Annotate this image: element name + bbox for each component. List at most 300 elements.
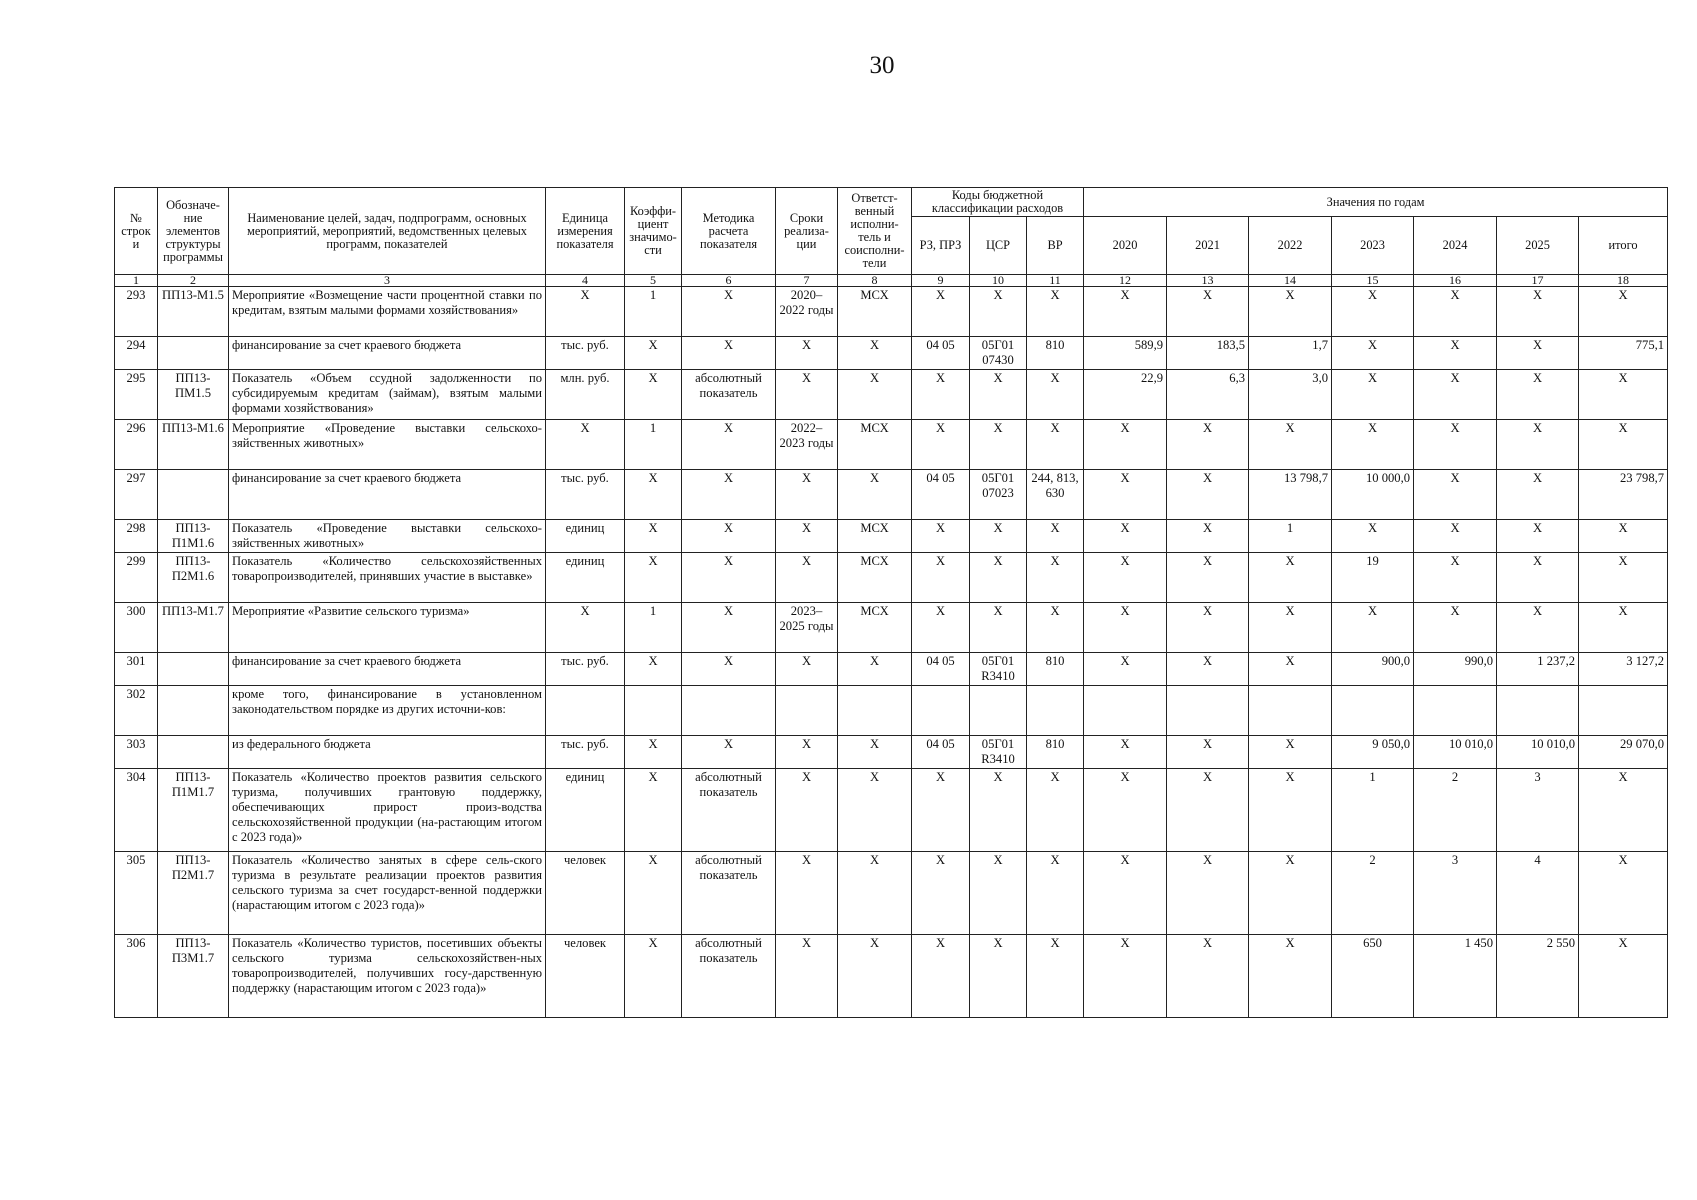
row-name: из федерального бюджета [229, 736, 546, 769]
coefficient-cell: Х [625, 520, 682, 553]
rz-cell: Х [912, 370, 970, 420]
row-number: 297 [115, 470, 158, 520]
total-cell: Х [1579, 769, 1668, 852]
value-cell: Х [1414, 420, 1497, 470]
value-cell: Х [1249, 287, 1332, 337]
total-cell: 3 127,2 [1579, 653, 1668, 686]
rz-cell: 04 05 [912, 736, 970, 769]
csr-cell: 05Г01 R3410 [970, 653, 1027, 686]
table-row [115, 337, 1668, 370]
header-total: итого [1579, 217, 1668, 275]
value-cell: Х [1249, 420, 1332, 470]
row-number: 293 [115, 287, 158, 337]
value-cell: Х [1249, 852, 1332, 935]
value-cell: Х [1167, 287, 1249, 337]
vr-cell: Х [1027, 935, 1084, 1018]
structure-code [158, 337, 229, 370]
unit-cell: тыс. руб. [546, 337, 625, 370]
csr-cell: Х [970, 935, 1027, 1018]
value-cell [1084, 686, 1167, 736]
value-cell [1414, 686, 1497, 736]
value-cell: Х [1414, 603, 1497, 653]
row-number: 302 [115, 686, 158, 736]
structure-code: ПП13-П1М1.6 [158, 520, 229, 553]
responsible-cell: Х [838, 935, 912, 1018]
header-responsible: Ответст-венный исполни-тель и соисполни-тели [838, 188, 912, 275]
value-cell: Х [1249, 553, 1332, 603]
header-year: 2025 [1497, 217, 1579, 275]
term-cell: Х [776, 337, 838, 370]
responsible-cell: Х [838, 653, 912, 686]
rz-cell: Х [912, 852, 970, 935]
table-row [115, 935, 1668, 1018]
structure-code [158, 470, 229, 520]
term-cell: Х [776, 520, 838, 553]
value-cell: Х [1332, 520, 1414, 553]
rz-cell: 04 05 [912, 470, 970, 520]
vr-cell: Х [1027, 603, 1084, 653]
value-cell: 10 010,0 [1497, 736, 1579, 769]
term-cell: Х [776, 370, 838, 420]
value-cell: Х [1084, 653, 1167, 686]
vr-cell [1027, 686, 1084, 736]
row-number: 300 [115, 603, 158, 653]
value-cell: Х [1167, 470, 1249, 520]
responsible-cell: МСХ [838, 553, 912, 603]
value-cell [1167, 686, 1249, 736]
csr-cell: Х [970, 553, 1027, 603]
responsible-cell: МСХ [838, 603, 912, 653]
header-row-number: № строки [115, 188, 158, 275]
term-cell: Х [776, 935, 838, 1018]
value-cell: Х [1414, 370, 1497, 420]
term-cell: 2023–2025 годы [776, 603, 838, 653]
responsible-cell: Х [838, 370, 912, 420]
term-cell: Х [776, 653, 838, 686]
header-method: Методика расчета показателя [682, 188, 776, 275]
value-cell: Х [1332, 370, 1414, 420]
value-cell: 990,0 [1414, 653, 1497, 686]
value-cell: 2 [1332, 852, 1414, 935]
term-cell: Х [776, 553, 838, 603]
coefficient-cell: Х [625, 470, 682, 520]
rz-cell: Х [912, 520, 970, 553]
column-index: 18 [1579, 275, 1668, 287]
unit-cell: млн. руб. [546, 370, 625, 420]
vr-cell: Х [1027, 420, 1084, 470]
value-cell: Х [1084, 287, 1167, 337]
method-cell: Х [682, 337, 776, 370]
table-row [115, 520, 1668, 553]
method-cell: абсолютный показатель [682, 935, 776, 1018]
coefficient-cell: 1 [625, 287, 682, 337]
value-cell: 13 798,7 [1249, 470, 1332, 520]
responsible-cell [838, 686, 912, 736]
value-cell: 3 [1414, 852, 1497, 935]
value-cell: Х [1084, 852, 1167, 935]
column-index: 6 [682, 275, 776, 287]
csr-cell: 05Г01 R3410 [970, 736, 1027, 769]
value-cell: Х [1497, 287, 1579, 337]
value-cell: Х [1249, 935, 1332, 1018]
column-index: 16 [1414, 275, 1497, 287]
value-cell: 1 237,2 [1497, 653, 1579, 686]
column-index: 1 [115, 275, 158, 287]
value-cell: 183,5 [1167, 337, 1249, 370]
value-cell: 19 [1332, 553, 1414, 603]
row-name: Мероприятие «Развитие сельского туризма» [229, 603, 546, 653]
vr-cell: Х [1027, 769, 1084, 852]
responsible-cell: МСХ [838, 287, 912, 337]
method-cell: абсолютный показатель [682, 370, 776, 420]
page-number: 30 [869, 52, 895, 79]
method-cell: абсолютный показатель [682, 769, 776, 852]
value-cell: 650 [1332, 935, 1414, 1018]
header-csr: ЦСР [970, 217, 1027, 275]
row-name: Показатель «Проведение выставки сельскохо-зяйственных животных» [229, 520, 546, 553]
header-year: 2024 [1414, 217, 1497, 275]
value-cell: 2 [1414, 769, 1497, 852]
value-cell: Х [1497, 553, 1579, 603]
total-cell: Х [1579, 520, 1668, 553]
value-cell: 2 550 [1497, 935, 1579, 1018]
value-cell: Х [1167, 935, 1249, 1018]
structure-code [158, 653, 229, 686]
structure-code: ПП13-М1.5 [158, 287, 229, 337]
structure-code: ПП13-М1.7 [158, 603, 229, 653]
value-cell: 10 000,0 [1332, 470, 1414, 520]
responsible-cell: Х [838, 852, 912, 935]
unit-cell: Х [546, 603, 625, 653]
value-cell: Х [1084, 603, 1167, 653]
vr-cell: Х [1027, 287, 1084, 337]
method-cell: Х [682, 520, 776, 553]
row-number: 305 [115, 852, 158, 935]
value-cell: Х [1414, 553, 1497, 603]
responsible-cell: Х [838, 769, 912, 852]
method-cell: Х [682, 420, 776, 470]
total-cell: Х [1579, 852, 1668, 935]
column-index: 14 [1249, 275, 1332, 287]
rz-cell: 04 05 [912, 337, 970, 370]
row-name: Мероприятие «Возмещение части процентной ставки по кредитам, взятым малыми формами хозяйствования» [229, 287, 546, 337]
value-cell: 1 450 [1414, 935, 1497, 1018]
coefficient-cell: Х [625, 736, 682, 769]
value-cell: 4 [1497, 852, 1579, 935]
value-cell: 9 050,0 [1332, 736, 1414, 769]
value-cell: Х [1414, 287, 1497, 337]
csr-cell: Х [970, 520, 1027, 553]
vr-cell: 810 [1027, 736, 1084, 769]
term-cell: Х [776, 470, 838, 520]
structure-code: ПП13-П1М1.7 [158, 769, 229, 852]
method-cell: Х [682, 553, 776, 603]
value-cell: 10 010,0 [1414, 736, 1497, 769]
csr-cell: Х [970, 769, 1027, 852]
row-number: 298 [115, 520, 158, 553]
coefficient-cell: Х [625, 769, 682, 852]
value-cell: Х [1249, 653, 1332, 686]
vr-cell: 810 [1027, 653, 1084, 686]
unit-cell [546, 686, 625, 736]
responsible-cell: МСХ [838, 520, 912, 553]
rz-cell: Х [912, 420, 970, 470]
row-number: 304 [115, 769, 158, 852]
method-cell: Х [682, 470, 776, 520]
row-name: Мероприятие «Проведение выставки сельскохо-зяйственных животных» [229, 420, 546, 470]
method-cell: Х [682, 653, 776, 686]
vr-cell: 244, 813, 630 [1027, 470, 1084, 520]
rz-cell [912, 686, 970, 736]
value-cell: 6,3 [1167, 370, 1249, 420]
value-cell: 1,7 [1249, 337, 1332, 370]
method-cell: Х [682, 287, 776, 337]
column-index: 10 [970, 275, 1027, 287]
value-cell: Х [1497, 603, 1579, 653]
value-cell: Х [1497, 370, 1579, 420]
value-cell: Х [1167, 769, 1249, 852]
value-cell: Х [1084, 420, 1167, 470]
value-cell: 3 [1497, 769, 1579, 852]
table-row [115, 769, 1668, 852]
table-row [115, 603, 1668, 653]
value-cell [1497, 686, 1579, 736]
value-cell: Х [1414, 337, 1497, 370]
column-index: 15 [1332, 275, 1414, 287]
term-cell: Х [776, 769, 838, 852]
value-cell: 900,0 [1332, 653, 1414, 686]
row-number: 299 [115, 553, 158, 603]
value-cell: Х [1167, 852, 1249, 935]
value-cell: Х [1414, 520, 1497, 553]
value-cell: Х [1497, 470, 1579, 520]
value-cell: Х [1497, 420, 1579, 470]
table-row [115, 686, 1668, 736]
column-index-row [115, 275, 1668, 287]
coefficient-cell: 1 [625, 603, 682, 653]
value-cell: Х [1249, 769, 1332, 852]
value-cell: 589,9 [1084, 337, 1167, 370]
value-cell: 22,9 [1084, 370, 1167, 420]
header-rz: РЗ, ПРЗ [912, 217, 970, 275]
vr-cell: Х [1027, 520, 1084, 553]
total-cell: Х [1579, 420, 1668, 470]
header-name: Наименование целей, задач, подпрограмм, основных мероприятий, мероприятий, ведомственных целевых программ, показателей [229, 188, 546, 275]
table-row [115, 370, 1668, 420]
row-name: Показатель «Количество сельскохозяйственных товаропроизводителей, принявших участие в выставке» [229, 553, 546, 603]
row-name: финансирование за счет краевого бюджета [229, 653, 546, 686]
term-cell: 2022–2023 годы [776, 420, 838, 470]
header-coefficient: Коэффи-циент значимо-сти [625, 188, 682, 275]
method-cell: Х [682, 736, 776, 769]
value-cell: Х [1332, 287, 1414, 337]
rz-cell: 04 05 [912, 653, 970, 686]
value-cell: 3,0 [1249, 370, 1332, 420]
row-name: финансирование за счет краевого бюджета [229, 470, 546, 520]
column-index: 5 [625, 275, 682, 287]
coefficient-cell: Х [625, 337, 682, 370]
header-year: 2020 [1084, 217, 1167, 275]
total-cell: 775,1 [1579, 337, 1668, 370]
column-index: 3 [229, 275, 546, 287]
vr-cell: Х [1027, 852, 1084, 935]
column-index: 4 [546, 275, 625, 287]
unit-cell: единиц [546, 520, 625, 553]
header-term: Сроки реализа-ции [776, 188, 838, 275]
header-unit: Единица измерения показателя [546, 188, 625, 275]
rz-cell: Х [912, 603, 970, 653]
table-row [115, 852, 1668, 935]
value-cell: 1 [1332, 769, 1414, 852]
rz-cell: Х [912, 935, 970, 1018]
method-cell: Х [682, 603, 776, 653]
value-cell [1332, 686, 1414, 736]
column-index: 11 [1027, 275, 1084, 287]
value-cell: Х [1332, 337, 1414, 370]
column-index: 12 [1084, 275, 1167, 287]
responsible-cell: МСХ [838, 420, 912, 470]
unit-cell: Х [546, 287, 625, 337]
total-cell: Х [1579, 553, 1668, 603]
responsible-cell: Х [838, 470, 912, 520]
column-index: 13 [1167, 275, 1249, 287]
header-structure-code: Обозначе-ние элементов структуры программы [158, 188, 229, 275]
table-row [115, 736, 1668, 769]
row-number: 301 [115, 653, 158, 686]
structure-code: ПП13-П2М1.7 [158, 852, 229, 935]
coefficient-cell: Х [625, 553, 682, 603]
vr-cell: Х [1027, 370, 1084, 420]
value-cell: Х [1497, 337, 1579, 370]
value-cell: Х [1084, 736, 1167, 769]
header-year: 2022 [1249, 217, 1332, 275]
value-cell: Х [1084, 470, 1167, 520]
row-name: Показатель «Объем ссудной задолженности по субсидируемым кредитам (займам), взятым малыми формами хозяйствования» [229, 370, 546, 420]
value-cell: Х [1167, 653, 1249, 686]
row-number: 296 [115, 420, 158, 470]
unit-cell: тыс. руб. [546, 470, 625, 520]
value-cell: Х [1497, 520, 1579, 553]
row-number: 295 [115, 370, 158, 420]
table-row [115, 287, 1668, 337]
total-cell: Х [1579, 603, 1668, 653]
method-cell: абсолютный показатель [682, 852, 776, 935]
total-cell: Х [1579, 935, 1668, 1018]
coefficient-cell [625, 686, 682, 736]
csr-cell: Х [970, 287, 1027, 337]
csr-cell: Х [970, 603, 1027, 653]
header-budget-codes: Коды бюджетной классификации расходов [912, 188, 1084, 217]
header-vr: ВР [1027, 217, 1084, 275]
table-row [115, 470, 1668, 520]
unit-cell: человек [546, 852, 625, 935]
csr-cell: 05Г01 07023 [970, 470, 1027, 520]
table-row [115, 420, 1668, 470]
coefficient-cell: Х [625, 370, 682, 420]
value-cell: Х [1084, 769, 1167, 852]
value-cell: Х [1249, 603, 1332, 653]
value-cell: Х [1084, 935, 1167, 1018]
unit-cell: Х [546, 420, 625, 470]
value-cell: Х [1332, 603, 1414, 653]
term-cell: 2020–2022 годы [776, 287, 838, 337]
column-index: 9 [912, 275, 970, 287]
structure-code: ПП13-М1.6 [158, 420, 229, 470]
rz-cell: Х [912, 287, 970, 337]
unit-cell: тыс. руб. [546, 653, 625, 686]
structure-code: ПП13-П3М1.7 [158, 935, 229, 1018]
row-number: 294 [115, 337, 158, 370]
row-name: Показатель «Количество туристов, посетивших объекты сельского туризма сельскохозяйствен-ных товаропроизводителей, получивших госу-дарственную поддержку (нарастающим итогом с 2023 года)» [229, 935, 546, 1018]
total-cell: 23 798,7 [1579, 470, 1668, 520]
csr-cell: Х [970, 852, 1027, 935]
column-index: 17 [1497, 275, 1579, 287]
header-year: 2023 [1332, 217, 1414, 275]
term-cell: Х [776, 736, 838, 769]
total-cell: Х [1579, 370, 1668, 420]
value-cell: Х [1249, 736, 1332, 769]
table-row [115, 553, 1668, 603]
csr-cell: 05Г01 07430 [970, 337, 1027, 370]
unit-cell: тыс. руб. [546, 736, 625, 769]
row-number: 303 [115, 736, 158, 769]
row-name: кроме того, финансирование в установленном законодательством порядке из других источни-ков: [229, 686, 546, 736]
unit-cell: человек [546, 935, 625, 1018]
structure-code [158, 686, 229, 736]
value-cell: Х [1167, 736, 1249, 769]
column-index: 8 [838, 275, 912, 287]
coefficient-cell: 1 [625, 420, 682, 470]
column-index: 2 [158, 275, 229, 287]
csr-cell: Х [970, 420, 1027, 470]
value-cell: Х [1084, 520, 1167, 553]
term-cell [776, 686, 838, 736]
structure-code: ПП13-П2М1.6 [158, 553, 229, 603]
vr-cell: Х [1027, 553, 1084, 603]
rz-cell: Х [912, 769, 970, 852]
value-cell: 1 [1249, 520, 1332, 553]
value-cell: Х [1167, 420, 1249, 470]
value-cell [1249, 686, 1332, 736]
responsible-cell: Х [838, 337, 912, 370]
total-cell: Х [1579, 287, 1668, 337]
structure-code [158, 736, 229, 769]
value-cell: Х [1084, 553, 1167, 603]
value-cell: Х [1167, 553, 1249, 603]
table-body [115, 287, 1668, 1018]
term-cell: Х [776, 852, 838, 935]
table-row [115, 653, 1668, 686]
rz-cell: Х [912, 553, 970, 603]
vr-cell: 810 [1027, 337, 1084, 370]
unit-cell: единиц [546, 769, 625, 852]
value-cell: Х [1167, 603, 1249, 653]
unit-cell: единиц [546, 553, 625, 603]
responsible-cell: Х [838, 736, 912, 769]
value-cell: Х [1332, 420, 1414, 470]
value-cell: Х [1167, 520, 1249, 553]
total-cell: 29 070,0 [1579, 736, 1668, 769]
row-number: 306 [115, 935, 158, 1018]
value-cell: Х [1414, 470, 1497, 520]
coefficient-cell: Х [625, 852, 682, 935]
coefficient-cell: Х [625, 935, 682, 1018]
total-cell [1579, 686, 1668, 736]
csr-cell: Х [970, 370, 1027, 420]
row-name: Показатель «Количество занятых в сфере сель-ского туризма в результате реализации проектов развития сельского туризма за счет государст-венной поддержки (нарастающим итогом с 2023 года)» [229, 852, 546, 935]
coefficient-cell: Х [625, 653, 682, 686]
program-indicators-table [114, 187, 1668, 1018]
